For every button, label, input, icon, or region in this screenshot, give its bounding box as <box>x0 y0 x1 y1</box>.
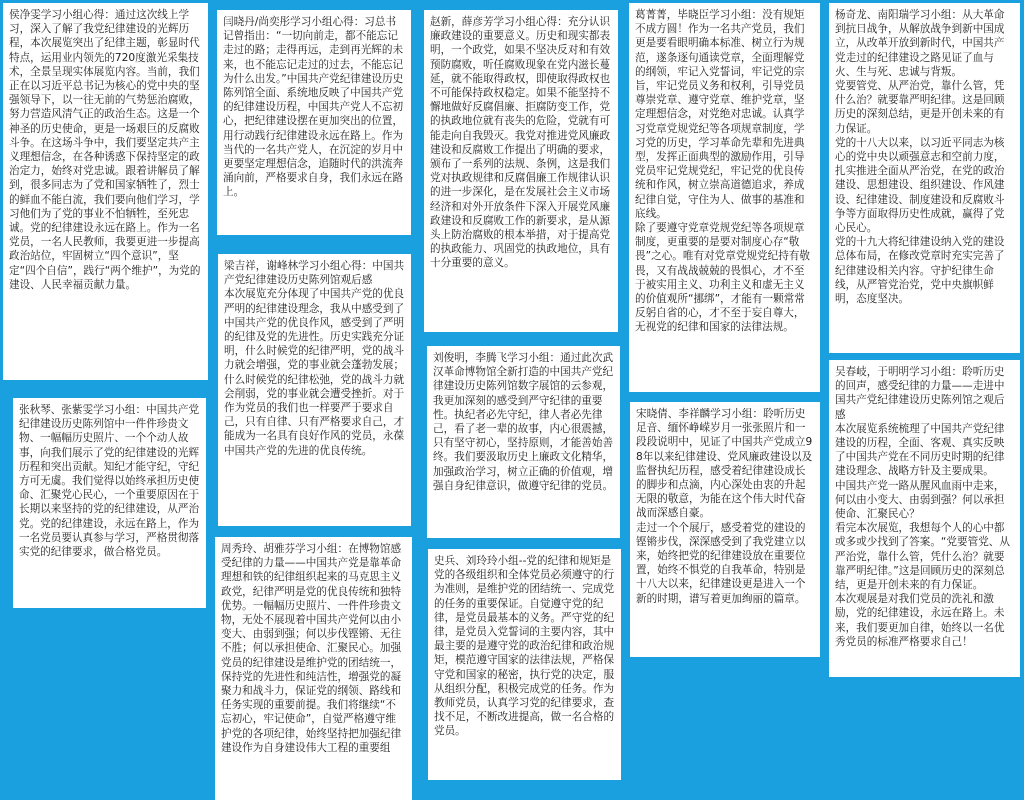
note-text: 史兵、刘玲玲小组--党的纪律和规矩是党的各级组织和全体党员必须遵守的行为准则，是维护党的团结统一、完成党的任务的重要保证。自觉遵守党的纪律，是党员最基本的义务。严守党的纪律，是党员入党誓词的主要内容，其中最主要的是遵守党的政治纪律和政治规矩，模范遵守国家的法律法规，严格保守党和国家的秘密，执行党的决定，服从组织分配，积极完成党的任务。作为教师党员，认真学习党的纪律要求，查找不足，不断改进提高，做一名合格的党员。 <box>434 555 615 738</box>
note-card-wu-chunqi <box>829 360 1020 677</box>
note-text: 杨奇龙、南阳瑞学习小组：从大革命到抗日战争，从解放战争到新中国成立，从改革开放到新时代，中国共产党走过的纪律建设之路见证了血与火、生与死、忠诚与背叛。 党要管党、从严治党，靠什么管，凭什么治？就要靠严明纪律。这是回顾历史的深刻总结，更是开创未来的有力保证。 党的十八大以来，以习近平同志为核心的党中央以顽强意志和空前力度，扎实推进全面从严治党，在党的政治建设、思想建设、组织建设、作风建设、纪律建设、制度建设和反腐败斗争等方面取得历史性成就，赢得了党心民心。 党的十九大将纪律建设纳入党的建设总体布局，在修改党章时充实完善了纪律建设相关内容。守护纪律生命线，从严管党治党，党中央旗帜鲜明，态度坚决。 <box>835 9 1005 306</box>
note-text: 侯净雯学习小组心得：通过这次线上学习，深入了解了我党纪律建设的光辉历程，本次展览突出了纪律主题，彰显时代特点，运用业内领先的720度激光采集技术，全景呈现实体展览内容。当前，我们正在以习近平总书记为核心的党中央的坚强领导下，以一往无前的气势惩治腐败，努力营造风清气正的政治生态。这是一个神圣的历史使命，更是一场艰巨的反腐败斗争。在这场斗争中，我们要坚定共产主义理想信念，在各种诱惑下保持坚定的政治定力，始终对党忠诚。跟着讲解员了解到，很多同志为了党和国家牺牲了，烈士的鲜血不能白流，我们要向他们学习，学习他们为了党的事业不怕牺牲，至死忠诚。党的纪律建设永远在路上。作为一名党员，一名人民教师，我要更进一步提高政治站位，牢固树立“四个意识”，坚定“四个自信”，践行“两个维护”，为党的建设、人民幸福贡献力量。 <box>9 9 201 291</box>
note-text: 张秋琴、张紫雯学习小组：中国共产党纪律建设历史陈列馆中一件件珍贵文物、一幅幅历史照片、一个个动人故事，向我们展示了党的纪律建设的光辉历程和突出贡献。知纪才能守纪，守纪方可无虞。我们觉得以始终承担历史使命、汇聚党心民心，一个重要原因在于长期以来坚持的党的纪律建设，从严治党。党的纪律建设，永远在路上，作为一名党员要认真参与学习，严格贯彻落实党的纪律要求，做合格党员。 <box>19 404 200 559</box>
note-card-liang-jixiang <box>218 254 411 526</box>
note-text: 闫晓丹/尚奕彤学习小组心得：习总书记曾指出：“一切向前走，都不能忘记走过的路；走得再远，走到再光辉的未来，也不能忘记走过的过去，不能忘记为什么出发。”中国共产党纪律建设历史陈列馆全面、系统地反映了中国共产党的纪律建设历程，中国共产党人不忘初心，把纪律建设摆在更加突出的位置，用行动践行纪律建设永远在路上。作为当代的一名共产党人，在沉淀的岁月中更要坚定理想信念，追随时代的洪流奔涌向前，严格要求自身，我们永远在路上。 <box>223 16 404 199</box>
note-text: 赵新，薛彦芳学习小组心得：充分认识廉政建设的重要意义。历史和现实都表明，一个政党，如果不坚决反对和有效预防腐败，听任腐败现象在党内滋长蔓延，就不能取得政权，即使取得政权也不可能保持政权稳定。如果不能坚持不懈地做好反腐倡廉、拒腐防变工作，党的执政地位就有丧失的危险，党就有可能走向自我毁灭。我党对推进党风廉政建设和反腐败工作提出了明确的要求，颁布了一系列的法规、条例，这是我们党对执政规律和反腐倡廉工作规律认识的进一步深化，是在发展社会主义市场经济和对外开放条件下深入开展党风廉政建设和反腐败工作的新要求，是从源头上防治腐败的根本举措，对于提高党的执政能力、巩固党的执政地位，具有十分重要的意义。 <box>430 16 611 270</box>
note-card-zhou-xiuling <box>215 537 412 800</box>
note-card-song-xiaoqian <box>630 402 820 657</box>
note-card-hou-jingwen <box>3 3 208 380</box>
note-text: 葛菁菁，毕晓臣学习小组：没有规矩不成方圆！作为一名共产党员，我们更是要看眼明确本标准、树立行为规范，遂条逐句通读党章，全面理解党的纲领，牢记入党誓词，牢记党的宗旨，牢记党员义务和权利，引导党员尊崇党章、遵守党章、维护党章，坚定理想信念，对党绝对忠诚。认真学习党章党规党纪等各项规章制度，学习党的历史，学习革命先辈和先进典型，发挥正面典型的激励作用，引导党员牢记党规党纪，牢记党的优良传统和作风，树立崇高道德追求，养成纪律自觉，守住为人、做事的基准和底线。 除了要遵守党章党规党纪等各项规章制度，更重要的是要对制度心存“敬畏”之心。唯有对党章党规党纪持有敬畏，又有战战兢兢的畏惧心，才不至于被实用主义、功利主义和虚无主义的价值观所“挪绑”，才能有一颗常常反躬自省的心，才不至于妄自尊大，无视党的纪律和国家的法律法规。 <box>635 9 810 334</box>
note-text: 刘俊明，李腾飞学习小组：通过此次武汉革命博物馆全新打造的中国共产党纪律建设历史陈列馆数字展馆的云参观，我更加深刻的感受到严守纪律的重要性。执纪者必先守纪，律人者必先律己，看了老一辈的故事，内心很震撼，只有坚守初心，坚持原则，才能善始善终。我们要汲取历史上廉政文化精华，加强政治学习，树立正确的价值观，增强自身纪律意识，做遵守纪律的党员。 <box>433 352 614 492</box>
note-card-liu-junming <box>427 346 620 538</box>
note-text: 宋晓倩、李祥麟学习小组：聆听历史足音、缅怀峥嵘岁月一张张照片和一段段说明中，见证了中国共产党成立98年以来纪律建设、党风廉政建设以及监督执纪历程，感受着纪律建设成长的脚步和点滴，内心深处由衷的升起无限的敬意，为能在这个伟大时代奋战而深感自豪。 走过一个个展厅，感受着党的建设的铿锵步伐，深深感受到了我党建立以来，始终把党的纪律建设放在重要位置，始终不惧党的自我革命，特别是十八大以来，纪律建设更是进入一个新的时期，谱写着更加绚丽的篇章。 <box>636 408 813 605</box>
note-text: 梁吉祥，谢峰林学习小组心得：中国共产党纪律建设历史陈列馆观后感 本次展览充分体现了中国共产党的优良严明的纪律建设理念，我从中感受到了中国共产党的优良作风，感受到了严明的纪律及党的先进性。历史实践充分证明，什么时候党的纪律严明，党的战斗力就会增强，党的事业就会蓬勃发展；什么时候党的纪律松弛，党的战斗力就会削弱，党的事业就会遭受挫折。对于作为党员的我们也一样要严于要求自己，只有自律、只有严格要求自己，才能成为一名具有良好作风的党员，永葆中国共产党的先进的优良传统。 <box>224 260 405 457</box>
note-text: 吴春岐，于明明学习小组：聆听历史的回声，感受纪律的力量——走进中国共产党纪律建设历史陈列馆之观后感 本次展览系统梳理了中国共产党纪律建设的历程，全面、客观、真实反映了中国共产党在不同历史时期的纪律建设理念、战略方针及主要成果。 中国共产党一路从腥风血雨中走来，何以由小变大、由弱到强？何以承担使命、汇聚民心？ 看完本次展览，我想每个人的心中都或多或少找到了答案。“党要管党、从严治党，靠什么管，凭什么治？就要靠严明纪律。”这是回顾历史的深刻总结，更是开创未来的有力保证。 本次观展是对我们党员的洗礼和激励，党的纪律建设，永远在路上。未来，我们要更加自律，始终以一名优秀党员的标准严格要求自己！ <box>835 366 1010 648</box>
note-card-zhang-qiuqin <box>13 398 206 608</box>
note-card-yan-xiaodan <box>217 10 411 235</box>
note-card-shi-bing <box>428 549 621 780</box>
note-text: 周秀玲、胡雅芬学习小组：在博物馆感受纪律的力量——中国共产党是靠革命理想和铁的纪律组织起来的马克思主义政党，纪律严明是党的优良传统和独特优势。一幅幅历史照片、一件件珍贵文物，无处不展现着中国共产党何以由小变大、由弱到强；何以步伐铿锵、无往不胜；何以承担使命、汇聚民心。加强党员的纪律建设是维护党的团结统一，保持党的先进性和纯洁性，增强党的凝聚力和战斗力，保证党的纲领、路线和任务实现的重要前提。我们将继续“不忘初心，牢记使命”，自觉严格遵守维护党的各项纪律，始终坚持把加强纪律建设作为自身建设伟大工程的重要组 <box>221 543 402 754</box>
note-card-zhao-xin <box>424 10 618 332</box>
note-card-yang-qilong <box>829 3 1020 353</box>
note-card-ge-jingjing <box>629 3 820 392</box>
